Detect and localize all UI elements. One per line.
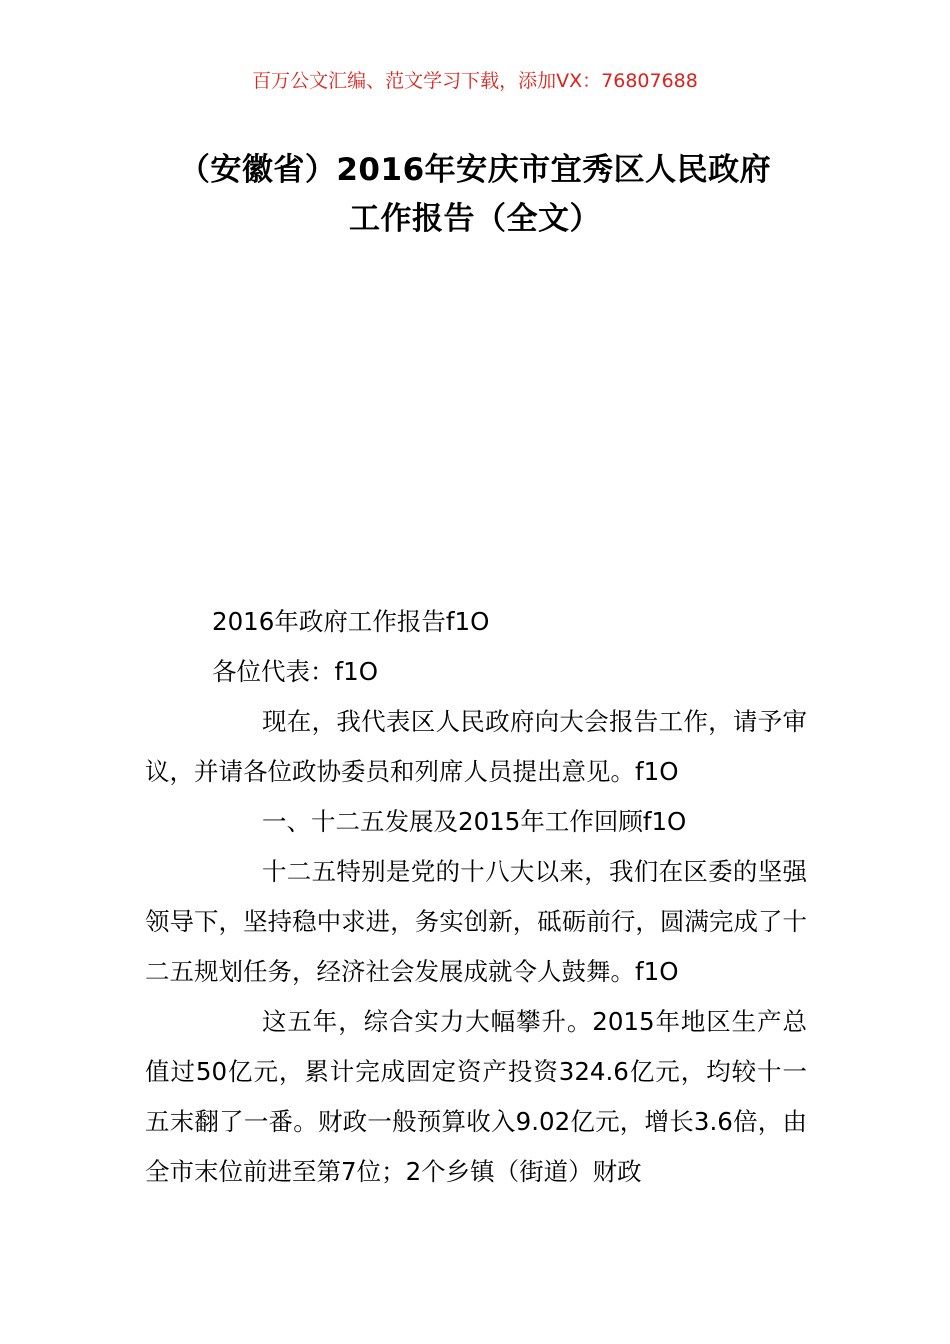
title-line-2: 工作报告（全文） (349, 201, 601, 237)
watermark-header: 百万公文汇编、范文学习下载，添加VX：76807688 (252, 70, 698, 92)
document-body (145, 597, 807, 1197)
salutation: 各位代表：f1O (212, 657, 378, 686)
document-title (120, 146, 830, 244)
title-line-1: （安徽省）2016年安庆市宜秀区人民政府 (178, 152, 772, 188)
paragraph: 这五年，综合实力大幅攀升。2015年地区生产总值过50亿元，累计完成固定资产投资324.6亿元，均较十一五末翻了一番。财政一般预算收入9.02亿元，增长3.6倍，由全市末位前进至第7位；2个乡镇（街道）财政 (145, 1007, 807, 1186)
paragraph: 现在，我代表区人民政府向大会报告工作，请予审议，并请各位政协委员和列席人员提出意见。f1O (145, 707, 807, 786)
section-heading: 一、十二五发展及2015年工作回顾f1O (262, 807, 687, 836)
paragraph: 十二五特别是党的十八大以来，我们在区委的坚强领导下，坚持稳中求进，务实创新，砥砺前行，圆满完成了十二五规划任务，经济社会发展成就令人鼓舞。f1O (145, 857, 807, 986)
report-heading: 2016年政府工作报告f1O (212, 607, 490, 636)
